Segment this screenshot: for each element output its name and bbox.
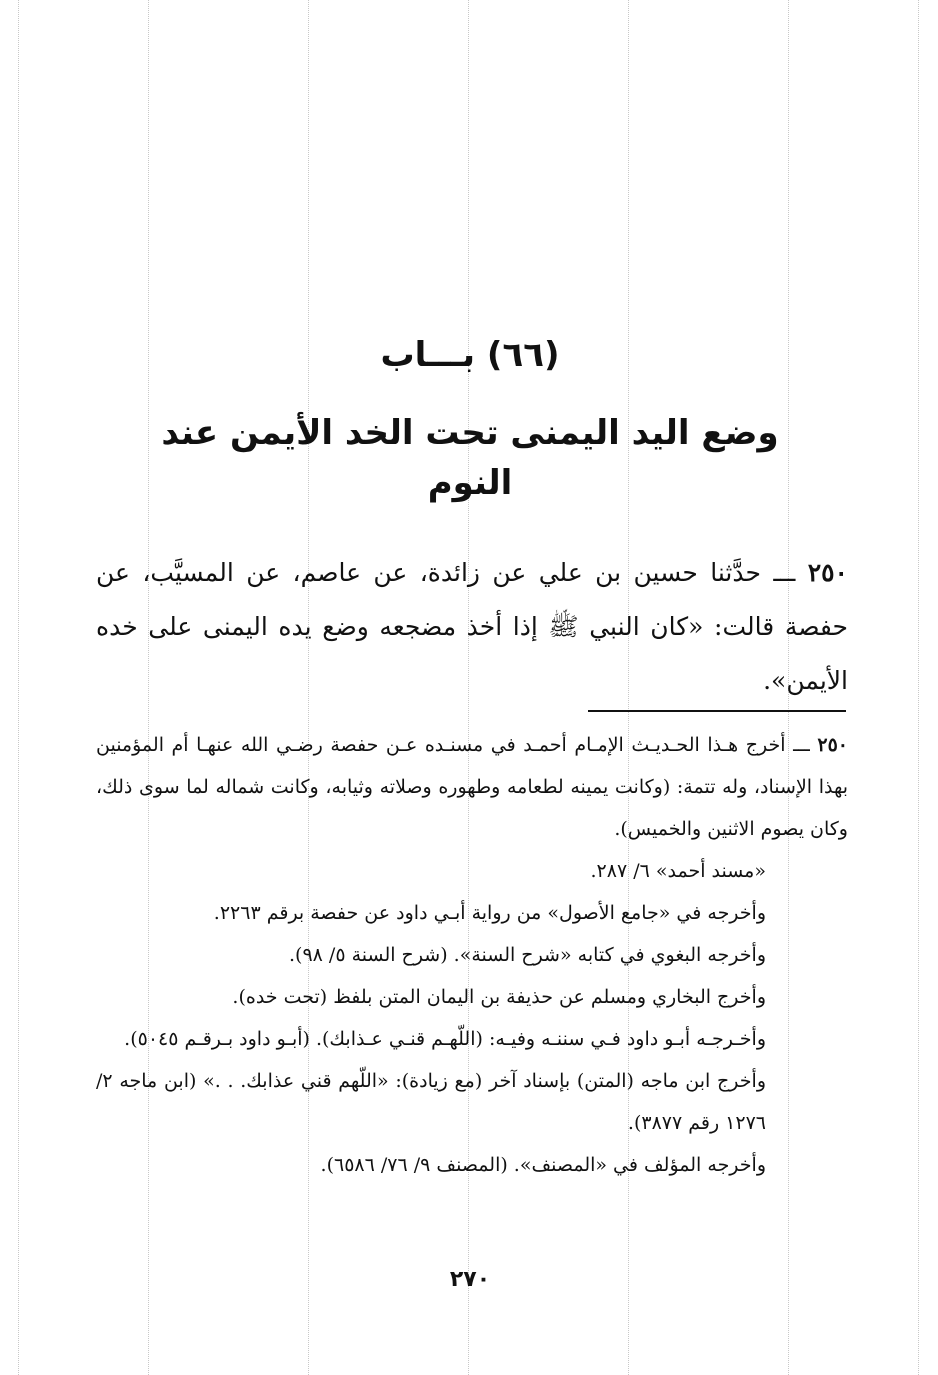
footnote-line — [96, 724, 848, 850]
hadith-body-text: ـــ حدَّثنا حسين بن علي عن زائدة، عن عاصم، عن المسيَّب، عن حفصة قالت: «كان النبي ﷺ إذا أخذ مضجعه وضع يده اليمنى على خده الأيمن». — [96, 558, 848, 695]
page-number: ٢٧٠ — [449, 1267, 491, 1292]
footnote-line: وأخرج البخاري ومسلم عن حذيفة بن اليمان المتن بلفظ (تحت خده). — [232, 986, 766, 1008]
footnote-text: ـــ أخرج هـذا الحـديـث الإمـام أحمـد في مسنـده عـن حفصة رضـي الله عنهـا أم المؤمنين بهذا الإسناد، وله تتمة: (وكانت يمينه لطعامه وطهوره وصلاته وثيابه، وكانت شماله لما سوى ذلك، وكان يصوم الاثنين والخميس). — [96, 734, 848, 840]
footnote-line: وأخرجه البغوي في كتابه «شرح السنة». (شرح السنة ٥/ ٩٨). — [288, 944, 766, 966]
footnotes-section — [96, 724, 848, 1186]
footnote-number: ٢٥٠ — [817, 734, 848, 756]
hadith-number: ٢٥٠ — [807, 558, 848, 587]
scan-guide-line — [918, 0, 919, 1375]
footnote-divider — [588, 710, 846, 712]
scan-guide-line — [18, 0, 19, 1375]
footnote-line: وأخرجه المؤلف في «المصنف». (المصنف ٩/ ٧٦/ ٦٥٨٦). — [320, 1154, 766, 1176]
chapter-heading: (٦٦) بـــاب — [380, 335, 560, 375]
chapter-title: وضع اليد اليمنى تحت الخد الأيمن عند النوم — [161, 413, 779, 503]
hadith-text — [96, 546, 848, 708]
footnote-line: وأخـرجـه أبـو داود فـي سننـه وفيـه: (اللّهـم قنـي عـذابك). (أبـو داود بـرقـم ٥٠٤٥). — [124, 1028, 766, 1050]
footnote-line: وأخرجه في «جامع الأصول» من رواية أبـي داود عن حفصة برقم ٢٢٦٣. — [213, 902, 766, 924]
footnote-line: «مسند أحمد» ٦/ ٢٨٧. — [590, 860, 766, 882]
footnote-line: وأخرج ابن ماجه (المتن) بإسناد آخر (مع زيادة): «اللّهم قني عذابك. . .» (ابن ماجه ٢/ ١٢٧٦ رقم ٣٨٧٧). — [96, 1070, 766, 1134]
